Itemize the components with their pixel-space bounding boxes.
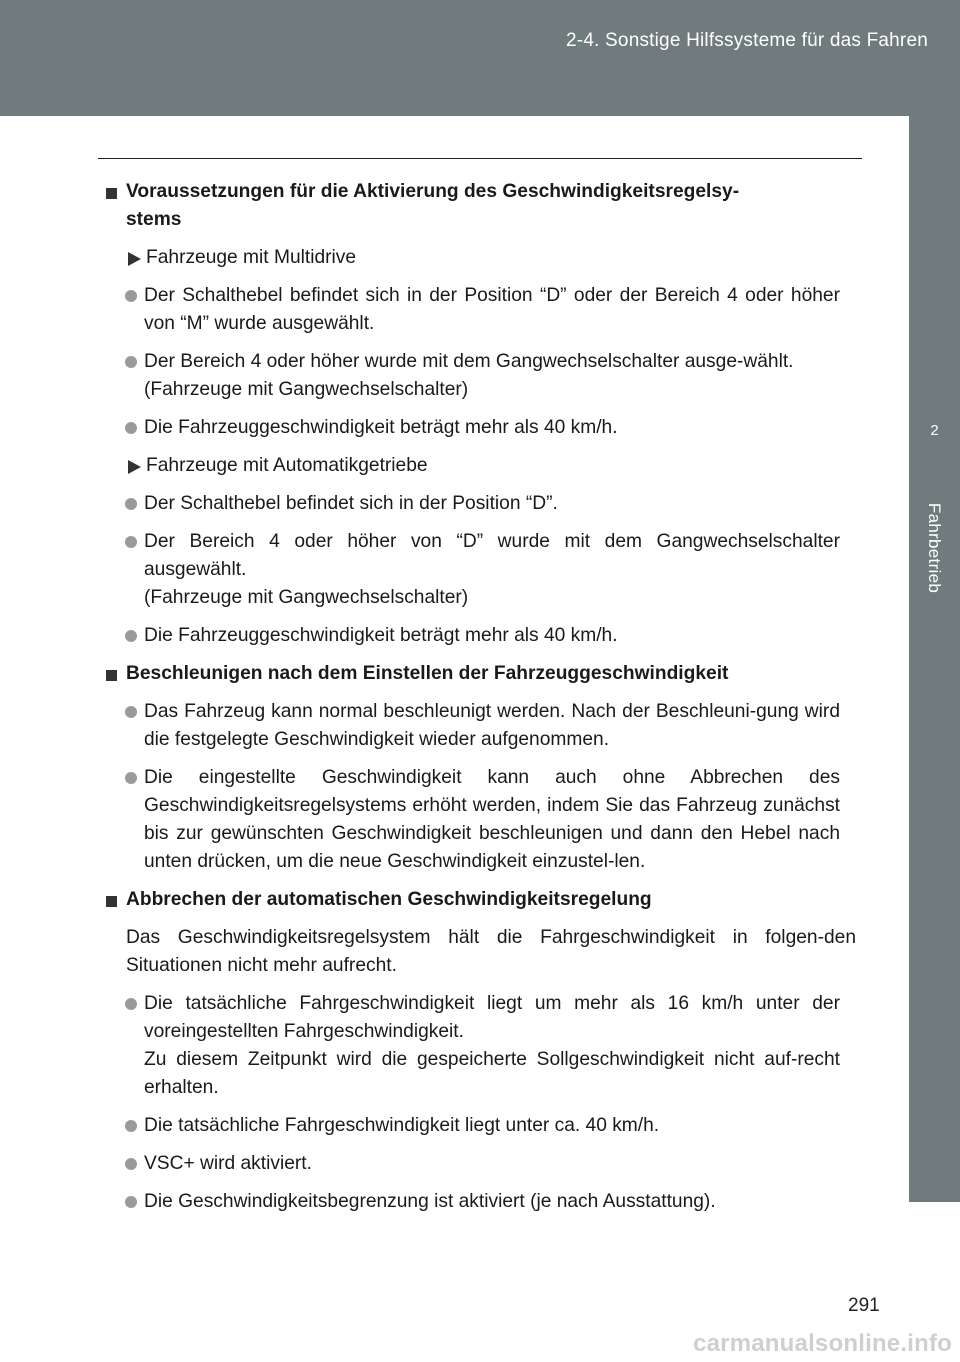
bullet-dot-icon bbox=[125, 772, 137, 784]
bullet-dot-icon bbox=[125, 706, 137, 718]
subsection-title: Fahrzeuge mit Multidrive bbox=[146, 247, 357, 268]
section-heading-line: Voraussetzungen für die Aktivierung des Geschwindigkeitsregelsy- bbox=[126, 181, 740, 202]
list-item-text: VSC+ wird aktiviert. bbox=[144, 1153, 312, 1174]
bullet-dot-icon bbox=[125, 630, 137, 642]
list-item bbox=[104, 622, 856, 650]
bullet-dot-icon bbox=[125, 1120, 137, 1132]
page-content bbox=[104, 178, 856, 1226]
bullet-dot-icon bbox=[125, 290, 137, 302]
watermark: carmanualsonline.info bbox=[693, 1330, 952, 1357]
list-item bbox=[104, 1150, 856, 1178]
top-rule bbox=[98, 158, 862, 159]
list-item-text: Der Schalthebel befindet sich in der Position “D” oder der Bereich 4 oder höher von “M” wurde ausgewählt. bbox=[144, 285, 840, 334]
bullet-dot-icon bbox=[125, 422, 137, 434]
list-item bbox=[104, 414, 856, 442]
square-bullet-icon bbox=[106, 188, 117, 199]
list-item bbox=[104, 764, 856, 876]
section-title: 2-4. Sonstige Hilfssysteme für das Fahren bbox=[566, 30, 928, 51]
square-bullet-icon bbox=[106, 896, 117, 907]
list-item-text: Die Fahrzeuggeschwindigkeit beträgt mehr als 40 km/h. bbox=[144, 417, 618, 438]
chapter-tab bbox=[909, 116, 960, 1202]
section-heading-line: stems bbox=[126, 209, 182, 230]
section-intro: Das Geschwindigkeitsregelsystem hält die Fahrgeschwindigkeit in folgen-den Situationen nicht mehr aufrecht. bbox=[126, 927, 856, 976]
bullet-dot-icon bbox=[125, 536, 137, 548]
bullet-dot-icon bbox=[125, 1158, 137, 1170]
section-heading bbox=[104, 660, 856, 688]
list-item bbox=[104, 282, 856, 338]
list-item-note: (Fahrzeuge mit Gangwechselschalter) bbox=[144, 379, 469, 400]
list-item-text: Die Geschwindigkeitsbegrenzung ist aktiviert (je nach Ausstattung). bbox=[144, 1191, 716, 1212]
triangle-marker-icon bbox=[128, 460, 141, 474]
bullet-dot-icon bbox=[125, 356, 137, 368]
subsection-heading bbox=[104, 244, 856, 272]
list-item-text: Das Fahrzeug kann normal beschleunigt werden. Nach der Beschleuni-gung wird die festgelegte Geschwindigkeit wieder aufgenommen. bbox=[144, 701, 840, 750]
list-item-text: Die eingestellte Geschwindigkeit kann auch ohne Abbrechen des Geschwindigkeitsregelsystems erhöht werden, indem Sie das Fahrzeug zunächst bis zur gewünschten Geschwindigkeit beschleunigen und dann den Hebel nach unten drücken, um die neue Geschwindigkeit einzustel-len. bbox=[144, 767, 840, 872]
section-heading-text: Abbrechen der automatischen Geschwindigkeitsregelung bbox=[126, 889, 652, 910]
list-item bbox=[104, 490, 856, 518]
square-bullet-icon bbox=[106, 670, 117, 681]
list-item-text: Der Bereich 4 oder höher wurde mit dem Gangwechselschalter ausge-wählt. bbox=[144, 351, 794, 372]
section-heading-text: Beschleunigen nach dem Einstellen der Fahrzeuggeschwindigkeit bbox=[126, 663, 729, 684]
bullet-dot-icon bbox=[125, 998, 137, 1010]
list-item bbox=[104, 698, 856, 754]
list-item bbox=[104, 1188, 856, 1216]
list-item bbox=[104, 990, 856, 1102]
bullet-dot-icon bbox=[125, 498, 137, 510]
list-item-text: Die Fahrzeuggeschwindigkeit beträgt mehr als 40 km/h. bbox=[144, 625, 618, 646]
chapter-label: Fahrbetrieb bbox=[925, 502, 944, 594]
bullet-dot-icon bbox=[125, 1196, 137, 1208]
list-item bbox=[104, 528, 856, 612]
chapter-number: 2 bbox=[930, 422, 939, 439]
section-heading bbox=[104, 178, 856, 234]
list-item bbox=[104, 1112, 856, 1140]
list-item bbox=[104, 348, 856, 404]
subsection-heading bbox=[104, 452, 856, 480]
list-item-note: (Fahrzeuge mit Gangwechselschalter) bbox=[144, 587, 469, 608]
triangle-marker-icon bbox=[128, 252, 141, 266]
subsection-title: Fahrzeuge mit Automatikgetriebe bbox=[146, 455, 428, 476]
section-heading bbox=[104, 886, 856, 914]
list-item-text: Die tatsächliche Fahrgeschwindigkeit liegt unter ca. 40 km/h. bbox=[144, 1115, 660, 1136]
list-item-text: Die tatsächliche Fahrgeschwindigkeit liegt um mehr als 16 km/h unter der voreingestellten Fahrgeschwindigkeit. bbox=[144, 993, 840, 1042]
list-item-note: Zu diesem Zeitpunkt wird die gespeicherte Sollgeschwindigkeit nicht auf-recht erhalten. bbox=[144, 1049, 840, 1098]
header-bar bbox=[0, 0, 960, 116]
page-number: 291 bbox=[848, 1295, 880, 1316]
list-item-text: Der Bereich 4 oder höher von “D” wurde mit dem Gangwechselschalter ausgewählt. bbox=[144, 531, 840, 580]
list-item-text: Der Schalthebel befindet sich in der Position “D”. bbox=[144, 493, 558, 514]
